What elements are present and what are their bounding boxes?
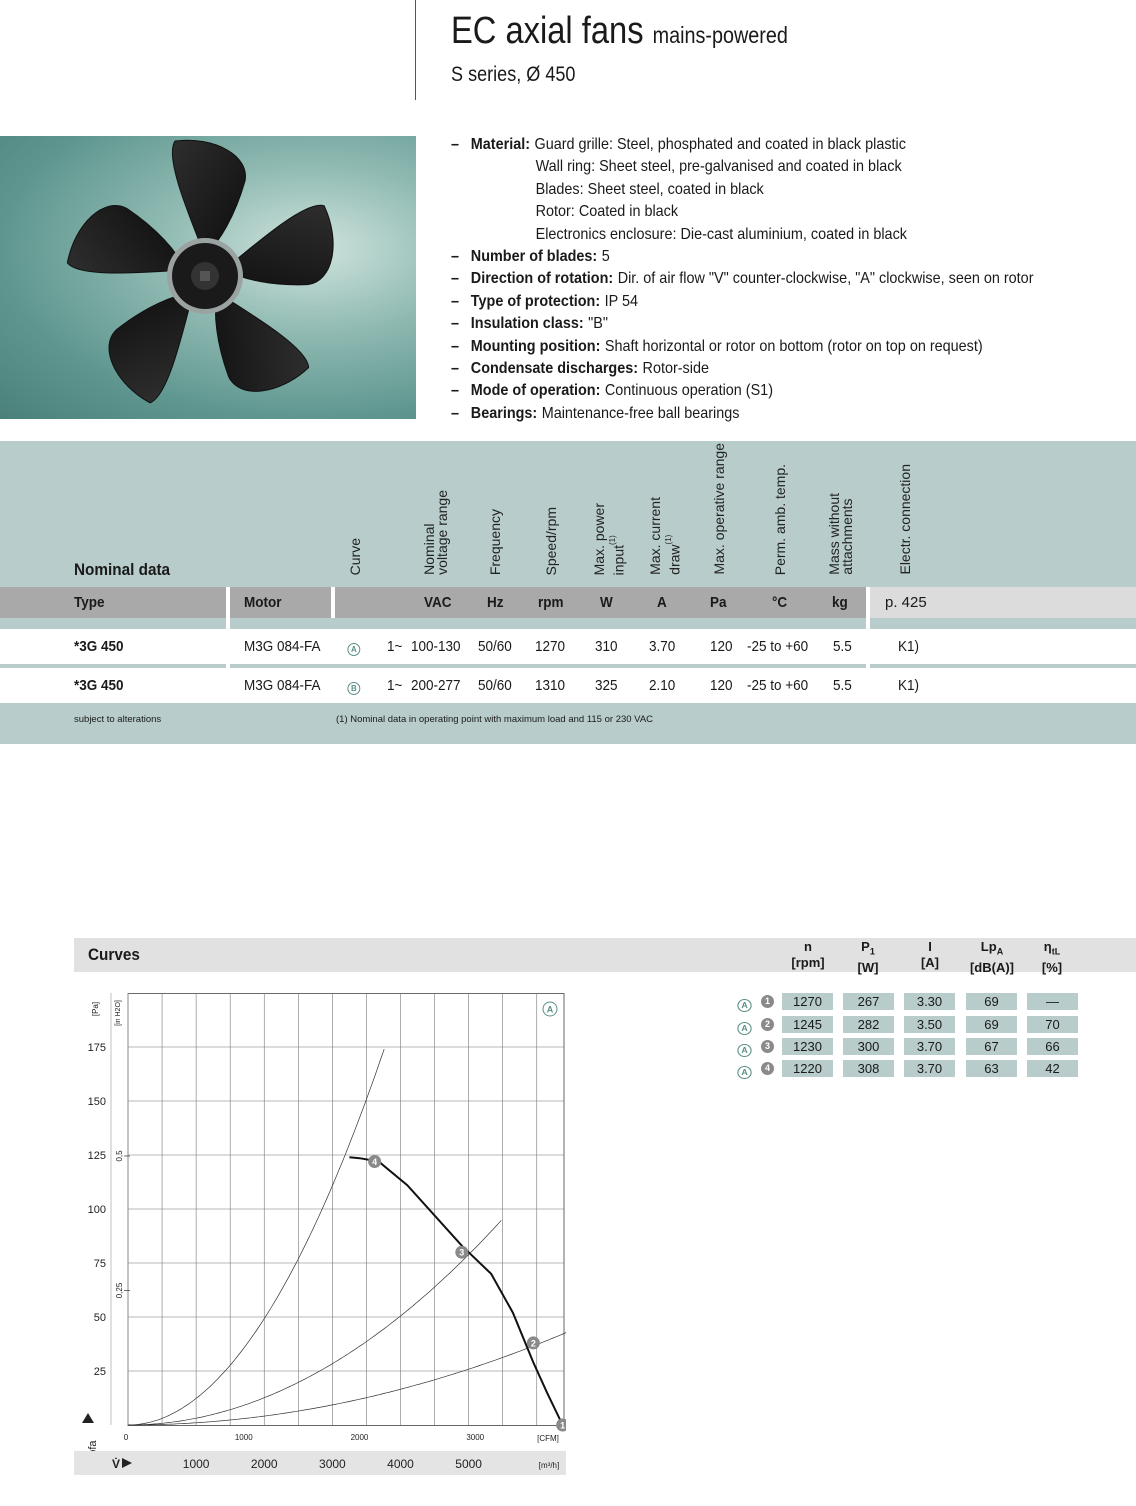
point-number-badge: 2 [761,1018,774,1031]
point-number-badge: 4 [761,1062,774,1075]
cell-connection: K1) [898,677,920,694]
nominal-data-footer [0,703,1136,744]
cell-motor: M3G 084-FA [244,638,321,655]
cell-sound: 67 [966,1038,1017,1055]
cell-connection: K1) [898,638,920,655]
spec-protection: – Type of protection: IP 54 [451,292,639,310]
cell-current: 3.30 [904,993,955,1010]
y-tick-label: 100 [87,1204,106,1216]
cell-type: *3G 450 [74,677,124,694]
cell-frequency: 50/60 [478,677,512,694]
cell-current: 3.70 [904,1060,955,1077]
cell-current: 3.70 [904,1038,955,1055]
curve-badge: A [738,995,751,1013]
x-tick-label: 2000 [250,1457,278,1471]
y-tick-label: 50 [93,1312,106,1324]
cell-sound: 63 [966,1060,1017,1077]
cell-power: 308 [843,1060,894,1077]
axial-fan-5-blade-image [0,136,416,419]
table-row [0,668,1136,703]
spec-material-line: Electronics enclosure: Die-cast aluminium, coated in black [535,225,907,243]
curves-col-current: I [A] [920,939,940,970]
column-divider [226,587,230,703]
cell-speed: 1230 [782,1038,833,1055]
curve-badge: A [738,1062,751,1080]
cell-motor: M3G 084-FA [244,677,321,694]
cell-current: 2.10 [649,677,676,694]
y-tick-label-inh2o: 0,25 [115,1282,124,1299]
unit-vac: VAC [424,594,452,611]
x-tick-label: 4000 [387,1457,414,1471]
x-tick-label-cfm: 2000 [350,1433,369,1442]
col-header-connection: Electr. connection [897,464,913,575]
cell-speed: 1245 [782,1016,833,1033]
cell-speed: 1310 [535,677,566,694]
cell-speed: 1270 [535,638,566,655]
cell-speed: 1270 [782,993,833,1010]
curve-badge: A [738,1018,751,1036]
unit-hz: Hz [487,594,504,611]
cell-voltage: 100-130 [411,638,461,655]
nominal-data-header [0,441,1136,587]
cell-mass: 5.5 [833,638,852,655]
cell-power: 310 [595,638,618,655]
col-header-temp: Perm. amb. temp. [772,463,788,575]
table-row [0,629,1136,664]
y-tick-label: 175 [87,1042,106,1054]
x-tick-label-cfm: 1000 [234,1433,253,1442]
cell-pressure: 120 [710,638,733,655]
spec-material-line: Blades: Sheet steel, coated in black [535,180,764,198]
cell-pressure: 120 [710,677,733,694]
page-reference-cell [870,587,1136,618]
cell-power: 300 [843,1038,894,1055]
unit-type: Type [74,594,105,611]
cell-power: 267 [843,993,894,1010]
col-header-voltage: Nominal voltage range [421,490,450,575]
cell-sound: 69 [966,993,1017,1010]
cell-mass: 5.5 [833,677,852,694]
col-header-frequency: Frequency [487,508,503,575]
y-unit-inh2o: [in H2O] [115,1000,122,1026]
nominal-data-title: Nominal data [74,560,171,579]
curves-title: Curves [88,945,140,964]
cell-temp: -25 to +60 [747,638,809,655]
spec-mounting: – Mounting position: Shaft horizontal or rotor on bottom (rotor on top on request) [451,337,983,355]
spec-material-line: Rotor: Coated in black [535,203,679,221]
y-tick-label-inh2o: 0,5 [115,1150,124,1162]
cell-current: 3.70 [649,638,676,655]
x-tick-label-cfm: 3000 [466,1433,485,1442]
operating-point-label: 3 [459,1247,465,1258]
fan-curve-svg [74,993,566,1475]
unit-pa: Pa [710,594,727,611]
x-axis-symbol: V̇ [112,1457,121,1471]
cell-power: 325 [595,677,618,694]
y-axis-arrow-icon [82,1413,94,1423]
col-header-curve: Curve [347,537,363,575]
spec-blades: – Number of blades: 5 [451,248,610,266]
y-unit-pa: [Pa] [91,1001,100,1017]
operating-point-label: 1 [560,1420,566,1431]
x-tick-label: 5000 [455,1457,482,1471]
unit-w: W [600,594,613,611]
cell-voltage: 200-277 [411,677,461,694]
col-header-operative-range: Max. operative range [711,443,727,575]
unit-celsius: °C [772,594,788,611]
cell-efficiency: 70 [1027,1016,1078,1033]
spec-rotation: – Direction of rotation: Dir. of air flow "V" counter-clockwise, "A" clockwise, seen on rotor [451,270,1034,288]
spec-operation: – Mode of operation: Continuous operation (S1) [451,382,773,400]
fan-curve-chart [74,993,566,1475]
x-tick-label: 1000 [182,1457,210,1471]
spec-material-line: Wall ring: Sheet steel, pre-galvanised and coated in black [535,158,902,176]
page-title: EC axial fans mains-powered [451,10,788,52]
cell-phase: 1~ [387,677,403,694]
y-tick-label: 150 [87,1096,106,1108]
operating-point-label: 2 [530,1338,536,1349]
curve-a-badge: A [348,639,360,656]
col-header-power: Max. power input$^{(1)}$ [591,502,627,575]
curves-col-speed: n [rpm] [791,939,825,970]
page-subtitle: S series, Ø 450 [451,63,576,86]
curve-a-badge-label: A [546,1004,554,1015]
curve-b-badge: B [348,678,360,695]
cell-power: 282 [843,1016,894,1033]
spec-material: – Material: Guard grille: Steel, phosphated and coated in black plastic [451,136,906,153]
spec-bearings: – Bearings: Maintenance-free ball bearings [451,404,740,422]
point-number-badge: 3 [761,1040,774,1053]
units-row [0,587,1136,618]
table-spacer [0,618,1136,629]
column-divider [866,587,870,703]
cell-phase: 1~ [387,638,403,655]
y-tick-label: 125 [87,1150,106,1162]
unit-a: A [657,594,667,611]
col-header-speed: Speed/rpm [543,506,559,575]
header-divider [415,0,416,100]
fan-illustration [0,136,416,419]
cell-current: 3.50 [904,1016,955,1033]
page-reference: p. 425 [885,594,927,611]
curves-col-sound: $Lp_A$ [dB(A)] [969,939,1015,975]
cell-type: *3G 450 [74,638,124,655]
x-tick-label: 3000 [319,1457,346,1471]
spec-list [451,134,1131,425]
curve-badge: A [738,1040,751,1058]
cell-efficiency: 42 [1027,1060,1078,1077]
point-number-badge: 1 [761,995,774,1008]
spec-condensate: – Condensate discharges: Rotor-side [451,360,709,378]
unit-rpm: rpm [538,594,564,611]
col-header-mass: Mass without attachments [826,493,855,575]
curves-header [74,938,1136,975]
x-unit-cfm: [CFM] [537,1434,559,1443]
column-divider [331,587,335,618]
curves-col-efficiency: $\eta_{tL}$ [%] [1041,939,1063,975]
page-title-suffix: mains-powered [652,22,788,48]
x-tick-label-cfm: 0 [123,1433,129,1442]
cell-frequency: 50/60 [478,638,512,655]
cell-temp: -25 to +60 [747,677,809,694]
footnote-alterations: subject to alterations [74,714,162,725]
unit-kg: kg [832,594,848,611]
y-tick-label: 75 [93,1258,106,1270]
cell-efficiency: 66 [1027,1038,1078,1055]
cell-speed: 1220 [782,1060,833,1077]
spec-insulation: – Insulation class: "B" [451,315,608,333]
cell-efficiency: — [1027,993,1078,1010]
curves-col-power: $P_1$ [W] [857,939,879,975]
operating-point-label: 4 [372,1156,378,1167]
col-header-current: Max. current draw$^{(1)}$ [647,497,683,575]
cell-sound: 69 [966,1016,1017,1033]
y-tick-label: 25 [93,1366,106,1378]
footnote-nominal: (1) Nominal data in operating point with maximum load and 115 or 230 VAC [336,714,654,725]
unit-motor: Motor [244,594,282,611]
x-unit-m3h: [m³/h] [538,1461,560,1470]
plot-frame [128,994,564,1426]
